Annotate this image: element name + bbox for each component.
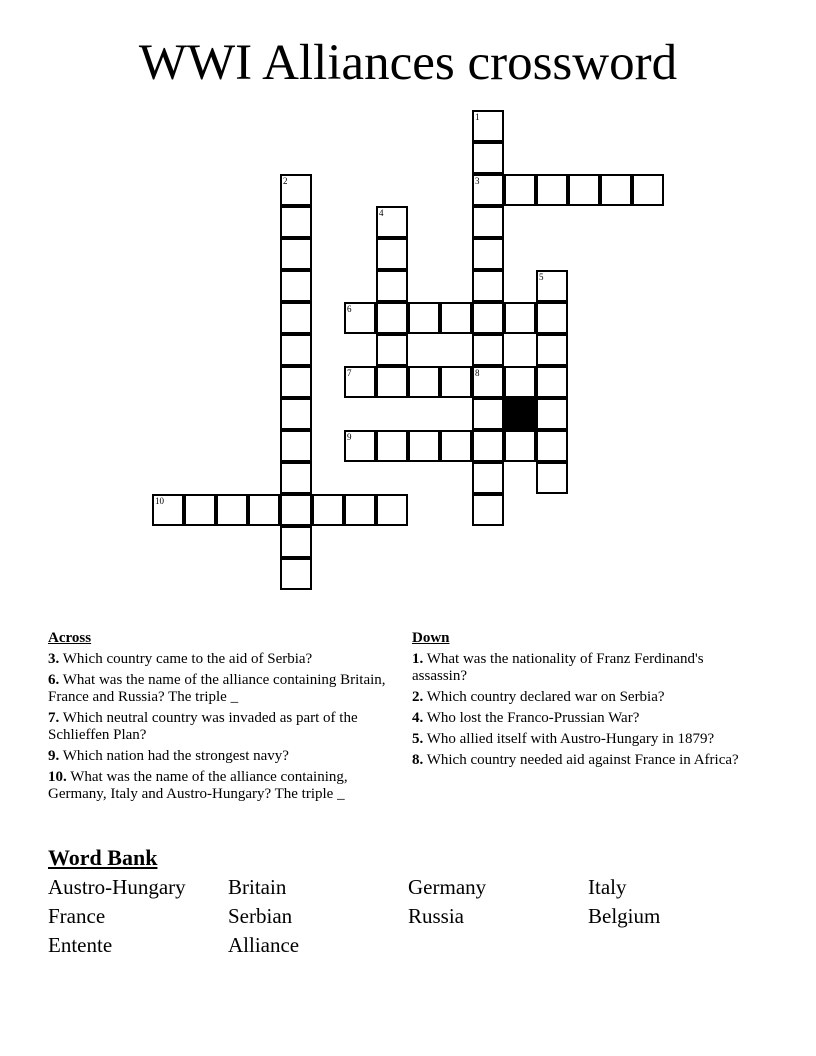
answer-cell[interactable]	[536, 302, 568, 334]
page-title: WWI Alliances crossword	[138, 35, 678, 91]
down-clues	[412, 630, 752, 773]
word-bank-item: Belgium	[588, 904, 661, 928]
answer-cell[interactable]	[472, 270, 504, 302]
answer-cell[interactable]	[504, 366, 536, 398]
clue-number: 10.	[48, 769, 67, 785]
across-heading: Across	[48, 630, 92, 646]
answer-cell[interactable]	[280, 462, 312, 494]
clue-down-8	[412, 752, 752, 769]
answer-cell[interactable]	[280, 174, 312, 206]
clue-number: 4.	[412, 710, 424, 726]
answer-cell[interactable]	[472, 430, 504, 462]
answer-cell[interactable]	[536, 174, 568, 206]
answer-cell[interactable]	[376, 238, 408, 270]
clue-text: What was the nationality of Franz Ferdinand's assassin?	[412, 651, 704, 684]
word-bank-list	[48, 873, 768, 960]
answer-cell[interactable]	[216, 494, 248, 526]
word-bank-item: France	[48, 904, 106, 928]
clue-text: Who allied itself with Austro-Hungary in 1879?	[426, 731, 715, 747]
cell-number: 9	[347, 432, 352, 442]
answer-cell[interactable]	[344, 430, 376, 462]
clue-across-7	[48, 710, 408, 744]
answer-cell[interactable]	[632, 174, 664, 206]
answer-cell[interactable]	[536, 462, 568, 494]
word-bank-heading: Word Bank	[48, 845, 158, 870]
answer-cell[interactable]	[184, 494, 216, 526]
answer-cell[interactable]	[280, 302, 312, 334]
clue-number: 3.	[48, 651, 60, 667]
cell-number: 10	[155, 496, 164, 506]
word-bank-item: Alliance	[228, 933, 300, 957]
answer-cell[interactable]	[472, 366, 504, 398]
word-bank-item: Germany	[408, 875, 487, 899]
answer-cell[interactable]	[248, 494, 280, 526]
clue-number: 9.	[48, 748, 60, 764]
answer-cell[interactable]	[408, 302, 440, 334]
answer-cell[interactable]	[504, 174, 536, 206]
clue-across-9	[48, 748, 408, 765]
clue-text: Which country came to the aid of Serbia?	[62, 651, 313, 667]
answer-cell[interactable]	[536, 334, 568, 366]
answer-cell[interactable]	[472, 302, 504, 334]
clue-number: 5.	[412, 731, 424, 747]
answer-cell[interactable]	[472, 398, 504, 430]
answer-cell[interactable]	[312, 494, 344, 526]
answer-cell[interactable]	[280, 430, 312, 462]
answer-cell[interactable]	[344, 366, 376, 398]
cell-number: 6	[347, 304, 352, 314]
answer-cell[interactable]	[536, 270, 568, 302]
across-clues	[48, 630, 408, 807]
answer-cell[interactable]	[472, 110, 504, 142]
answer-cell[interactable]	[536, 398, 568, 430]
cell-number: 1	[475, 112, 480, 122]
clue-number: 1.	[412, 651, 424, 667]
cell-number: 2	[283, 176, 288, 186]
cell-number: 3	[475, 176, 480, 186]
answer-cell[interactable]	[472, 174, 504, 206]
clue-number: 7.	[48, 710, 60, 726]
clue-text: What was the name of the alliance containing, Germany, Italy and Austro-Hungary? The triple _	[48, 769, 348, 802]
answer-cell[interactable]	[536, 430, 568, 462]
clue-text: What was the name of the alliance containing Britain, France and Russia? The triple _	[48, 672, 386, 705]
answer-cell[interactable]	[280, 270, 312, 302]
answer-cell[interactable]	[376, 270, 408, 302]
answer-cell[interactable]	[152, 494, 184, 526]
word-bank-item: Entente	[48, 933, 113, 957]
cell-number: 7	[347, 368, 352, 378]
answer-cell[interactable]	[536, 366, 568, 398]
answer-cell[interactable]	[280, 398, 312, 430]
cell-number: 8	[475, 368, 480, 378]
answer-cell[interactable]	[408, 366, 440, 398]
black-square	[504, 398, 536, 430]
answer-cell[interactable]	[408, 430, 440, 462]
answer-cell[interactable]	[376, 430, 408, 462]
clue-down-1	[412, 651, 752, 685]
cell-number: 5	[539, 272, 544, 282]
answer-cell[interactable]	[280, 206, 312, 238]
word-bank-item: Britain	[228, 875, 287, 899]
answer-cell[interactable]	[376, 334, 408, 366]
answer-cell[interactable]	[280, 334, 312, 366]
clue-across-6	[48, 672, 408, 706]
answer-cell[interactable]	[440, 430, 472, 462]
answer-cell[interactable]	[568, 174, 600, 206]
answer-cell[interactable]	[280, 526, 312, 558]
answer-cell[interactable]	[280, 494, 312, 526]
clue-text: Which country needed aid against France in Africa?	[426, 752, 739, 768]
clue-number: 6.	[48, 672, 60, 688]
answer-cell[interactable]	[600, 174, 632, 206]
answer-cell[interactable]	[344, 302, 376, 334]
clue-text: Which country declared war on Serbia?	[426, 689, 665, 705]
word-bank	[48, 845, 768, 960]
answer-cell[interactable]	[472, 206, 504, 238]
answer-cell[interactable]	[280, 238, 312, 270]
answer-cell[interactable]	[376, 302, 408, 334]
cell-number: 4	[379, 208, 384, 218]
answer-cell[interactable]	[440, 366, 472, 398]
clue-across-10	[48, 769, 408, 803]
answer-cell[interactable]	[472, 334, 504, 366]
word-bank-item: Russia	[408, 904, 465, 928]
answer-cell[interactable]	[376, 366, 408, 398]
answer-cell[interactable]	[472, 494, 504, 526]
word-bank-item: Italy	[588, 875, 627, 899]
word-bank-item: Serbian	[228, 904, 293, 928]
down-heading: Down	[412, 630, 450, 646]
answer-cell[interactable]	[504, 302, 536, 334]
answer-cell[interactable]	[280, 558, 312, 590]
answer-cell[interactable]	[440, 302, 472, 334]
clue-down-5	[412, 731, 752, 748]
answer-cell[interactable]	[376, 206, 408, 238]
clue-text: Who lost the Franco-Prussian War?	[426, 710, 640, 726]
answer-cell[interactable]	[344, 494, 376, 526]
clue-down-2	[412, 689, 752, 706]
answer-cell[interactable]	[472, 238, 504, 270]
answer-cell[interactable]	[376, 494, 408, 526]
clue-text: Which nation had the strongest navy?	[62, 748, 289, 764]
clue-number: 2.	[412, 689, 424, 705]
clue-across-3	[48, 651, 408, 668]
answer-cell[interactable]	[472, 142, 504, 174]
clue-text: Which neutral country was invaded as part of the Schlieffen Plan?	[48, 710, 358, 743]
answer-cell[interactable]	[280, 366, 312, 398]
clue-down-4	[412, 710, 752, 727]
answer-cell[interactable]	[472, 462, 504, 494]
word-bank-item: Austro-Hungary	[48, 875, 186, 899]
answer-cell[interactable]	[504, 430, 536, 462]
clue-number: 8.	[412, 752, 424, 768]
